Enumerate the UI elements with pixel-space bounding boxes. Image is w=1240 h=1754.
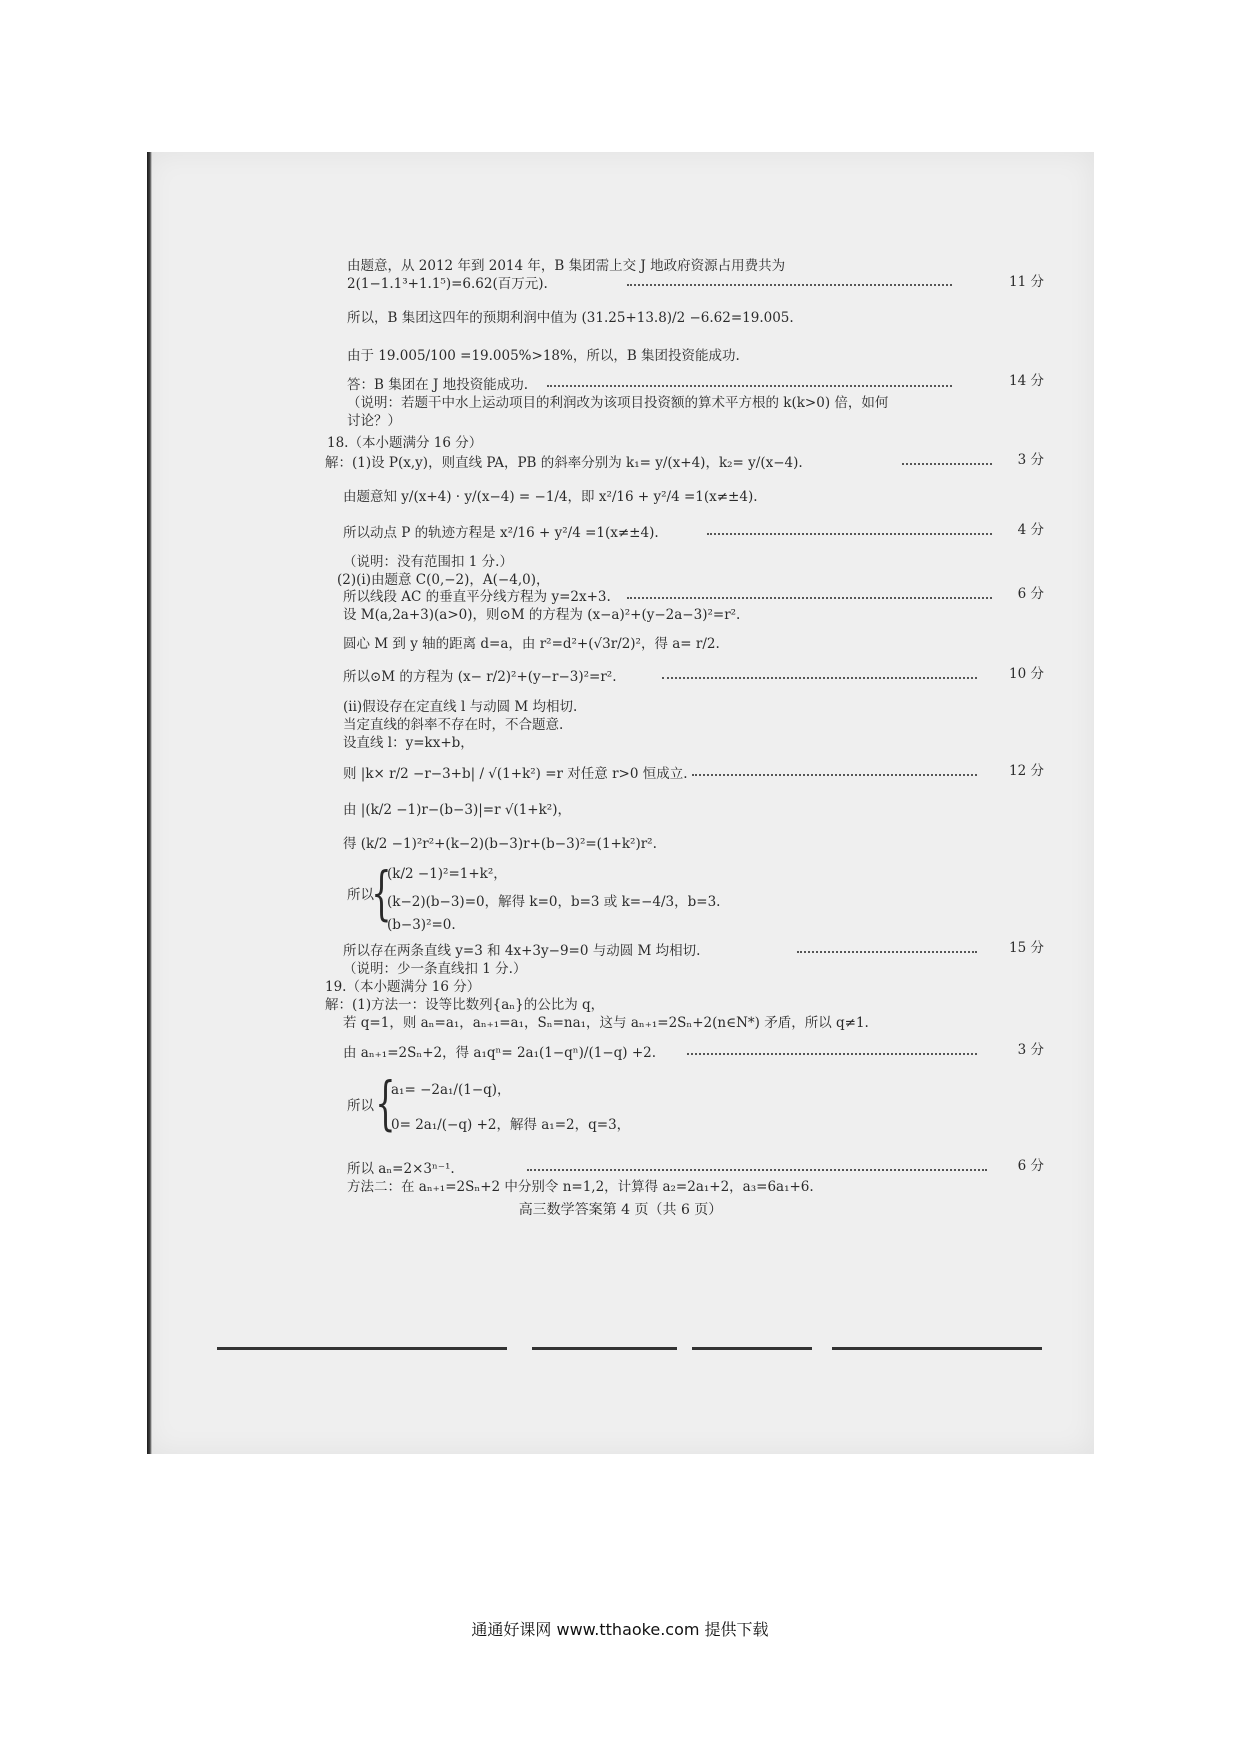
score-mark: 12 分 <box>1009 763 1044 779</box>
text-line: 所以 aₙ=2×3ⁿ⁻¹. <box>347 1161 455 1177</box>
bottom-rule <box>692 1347 812 1350</box>
dotted-leader <box>627 284 952 286</box>
bottom-rule <box>532 1347 677 1350</box>
text-line: 得 (k/2 −1)²r²+(k−2)(b−3)r+(b−3)²=(1+k²)r². <box>343 836 657 852</box>
text-line: (k/2 −1)²=1+k²， <box>387 866 507 882</box>
system-brace: { <box>375 1069 396 1137</box>
system-brace: { <box>371 859 392 927</box>
text-line: 由于 19.005/100 =19.005%>18%，所以，B 集团投资能成功. <box>347 348 740 364</box>
dotted-leader <box>707 533 992 535</box>
text-line: (2)(i)由题意 C(0,−2)，A(−4,0)， <box>337 572 550 588</box>
text-line: 答：B 集团在 J 地投资能成功. <box>347 377 528 393</box>
text-line: 0= 2a₁/(−q) +2，解得 a₁=2，q=3， <box>391 1117 631 1133</box>
score-mark: 3 分 <box>1017 452 1044 468</box>
text-line: 方法二：在 aₙ₊₁=2Sₙ+2 中分别令 n=1,2，计算得 a₂=2a₁+2，a₃=6a₁+6. <box>347 1179 814 1195</box>
dotted-leader <box>902 463 992 465</box>
text-line: (k−2)(b−3)=0，解得 k=0，b=3 或 k=−4/3，b=3. <box>387 894 721 910</box>
text-line: 由题意知 y/(x+4) · y/(x−4) = −1/4，即 x²/16 + y²/4 =1(x≠±4). <box>343 489 758 505</box>
score-mark: 6 分 <box>1017 586 1044 602</box>
text-line: 则 |k× r/2 −r−3+b| / √(1+k²) =r 对任意 r>0 恒成立. <box>343 766 688 782</box>
text-line: 设 M(a,2a+3)(a>0)，则⊙M 的方程为 (x−a)²+(y−2a−3)²=r². <box>343 607 741 623</box>
text-line: 解：(1)方法一：设等比数列{aₙ}的公比为 q， <box>325 997 605 1013</box>
text-line: 由 |(k/2 −1)r−(b−3)|=r √(1+k²)， <box>343 802 571 818</box>
score-mark: 10 分 <box>1009 666 1044 682</box>
dotted-leader <box>527 1169 987 1171</box>
dotted-leader <box>692 774 977 776</box>
text-line: 设直线 l：y=kx+b， <box>343 735 474 751</box>
text-line: a₁= −2a₁/(1−q)， <box>391 1082 511 1098</box>
text-line: 所以 <box>347 1098 374 1114</box>
score-mark: 4 分 <box>1017 522 1044 538</box>
dotted-leader <box>687 1053 977 1055</box>
text-line: 由题意，从 2012 年到 2014 年，B 集团需上交 J 地政府资源占用费共为 <box>347 258 786 274</box>
bottom-rule <box>217 1347 507 1350</box>
score-mark: 15 分 <box>1009 940 1044 956</box>
text-line: 圆心 M 到 y 轴的距离 d=a，由 r²=d²+(√3r/2)²，得 a= r/2. <box>343 636 720 652</box>
text-line: 当定直线的斜率不存在时，不合题意. <box>343 717 564 733</box>
text-line: (ii)假设存在定直线 l 与动圆 M 均相切. <box>343 699 578 715</box>
text-line: 所以 <box>347 887 374 903</box>
text-line: 所以线段 AC 的垂直平分线方程为 y=2x+3. <box>343 589 611 605</box>
text-line: 由 aₙ₊₁=2Sₙ+2，得 a₁qⁿ= 2a₁(1−qⁿ)/(1−q) +2. <box>343 1045 657 1061</box>
text-line: （说明：若题干中水上运动项目的利润改为该项目投资额的算术平方根的 k(k>0) 倍，如何 <box>347 395 889 411</box>
page-content <box>147 152 1094 1454</box>
score-mark: 14 分 <box>1009 373 1044 389</box>
text-line: 所以⊙M 的方程为 (x− r/2)²+(y−r−3)²=r². <box>343 669 617 685</box>
text-line: 所以，B 集团这四年的预期利润中值为 (31.25+13.8)/2 −6.62=19.005. <box>347 310 794 326</box>
question-heading: 19.（本小题满分 16 分） <box>325 979 481 995</box>
score-mark: 3 分 <box>1017 1042 1044 1058</box>
dotted-leader <box>662 677 977 679</box>
text-line: 若 q=1，则 aₙ=a₁，aₙ₊₁=a₁，Sₙ=na₁，这与 aₙ₊₁=2Sₙ+2(n∈N*) 矛盾，所以 q≠1. <box>343 1015 869 1031</box>
page-footer: 高三数学答案第 4 页（共 6 页） <box>518 1202 723 1218</box>
dotted-leader <box>627 597 992 599</box>
text-line: 讨论？） <box>347 413 401 429</box>
text-line: 解：(1)设 P(x,y)，则直线 PA，PB 的斜率分别为 k₁= y/(x+4)，k₂= y/(x−4). <box>325 455 803 471</box>
dotted-leader <box>547 385 952 387</box>
text-line: （说明：没有范围扣 1 分.） <box>343 554 513 570</box>
source-credit: 通通好课网 www.tthaoke.com 提供下载 <box>471 1620 769 1639</box>
text-line: （说明：少一条直线扣 1 分.） <box>343 961 527 977</box>
question-heading: 18.（本小题满分 16 分） <box>327 435 483 451</box>
text-line: 所以动点 P 的轨迹方程是 x²/16 + y²/4 =1(x≠±4). <box>343 525 659 541</box>
text-line: 2(1−1.1³+1.1⁵)=6.62(百万元). <box>347 276 548 292</box>
bottom-rule <box>832 1347 1042 1350</box>
text-line: (b−3)²=0. <box>387 917 456 933</box>
score-mark: 11 分 <box>1009 274 1044 290</box>
score-mark: 6 分 <box>1017 1158 1044 1174</box>
dotted-leader <box>797 951 977 953</box>
text-line: 所以存在两条直线 y=3 和 4x+3y−9=0 与动圆 M 均相切. <box>343 943 701 959</box>
scanned-page <box>147 152 1094 1454</box>
